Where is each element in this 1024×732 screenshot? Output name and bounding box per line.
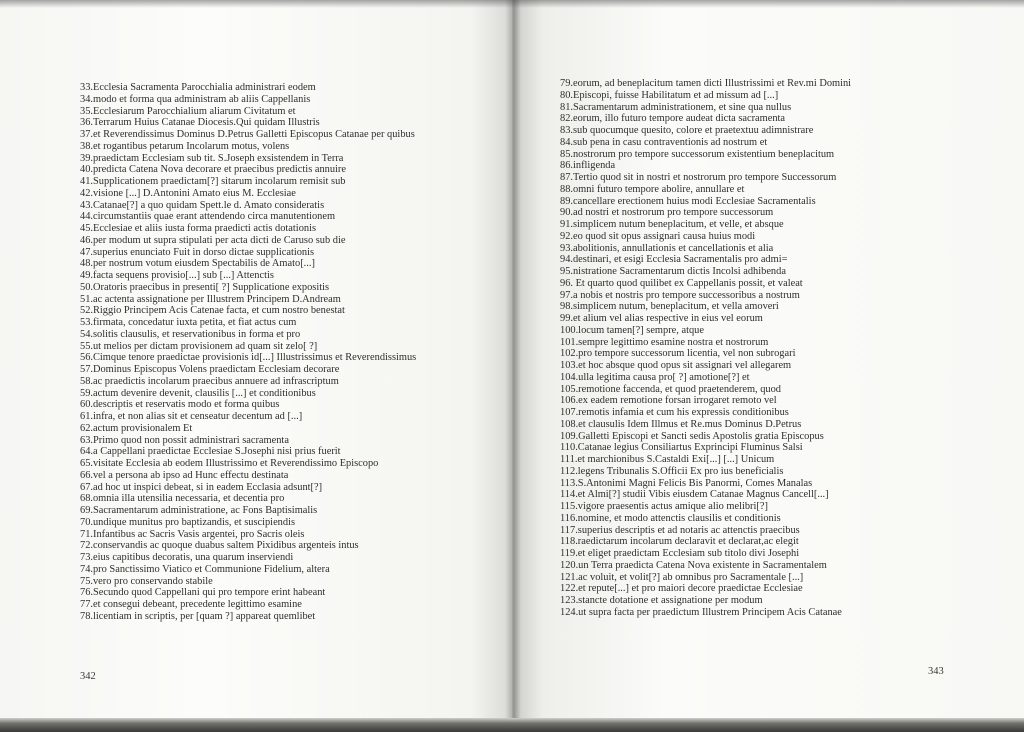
text-line: 77.et consegui debeant, precedente legittimo esamine — [80, 599, 302, 610]
text-line: 71.Infantibus ac Sacris Vasis argentei, pro Sacris oleis — [80, 528, 305, 540]
text-line: 33.Ecclesia Sacramenta Parocchialia administrari eodem — [80, 82, 316, 93]
text-line: 72.conservandis ac quoque duabus saltem Pixidibus argenteis intus — [80, 540, 359, 552]
text-line: 119.et eliget praedictam Ecclesiam sub titolo divi Josephi — [560, 548, 800, 559]
text-line: 124.ut supra facta per praedictum Illustrem Principem Acis Catanae — [560, 606, 842, 618]
text-line: 40.predicta Catena Nova decorare et praecibus predictis annuire — [80, 164, 346, 176]
text-line: 86.infligenda — [560, 160, 616, 172]
text-line: 58.ac praedictis incolarum praecibus annuere ad infrascriptum — [80, 375, 339, 387]
text-line: 116.nomine, et modo attenctis clausilis et conditionis — [560, 512, 781, 524]
text-line: 112.legens Tribunalis S.Officii Ex pro ius beneficialis — [560, 465, 784, 477]
text-line: 83.sub quocumque quesito, colore et praetextuu adimnistrare — [560, 125, 814, 136]
text-line: 39.praedictam Ecclesiam sub tit. S.Joseph exsistendem in Terra — [80, 152, 344, 164]
text-line: 95.nistratione Sacramentarum dictis Incolsi adhibenda — [560, 266, 786, 277]
text-line: 43.Catanae[?] a quo quidam Spett.le d. Amato consideratis — [80, 199, 325, 211]
text-line: 93.abolitionis, annullationis et cancellationis et alia — [560, 242, 774, 254]
text-line: 54.solitis clausulis, et reservationibus in forma et pro — [80, 328, 301, 340]
text-line: 94.destinari, et esigi Ecclesia Sacramentalis pro admi= — [560, 254, 788, 266]
text-line: 69.Sacramentarum administratione, ac Fons Baptisimalis — [80, 505, 318, 516]
left-page-number: 342 — [80, 671, 96, 682]
text-line: 61.infra, et non alias sit et censeatur decentum ad [...] — [80, 411, 303, 422]
text-line: 73.eius capitibus decoratis, una quarum inserviendi — [80, 552, 294, 563]
text-line: 117.superius descriptis et ad notaris ac attenctis praecibus — [560, 524, 800, 536]
text-line: 90.ad nostri et nostrorum pro tempore successorum — [560, 207, 774, 219]
text-line: 101.sempre legittimo esamine nostra et nostrorum — [560, 336, 769, 348]
text-line: 87.Tertio quod sit in nostri et nostrorum pro tempore Successorum — [560, 172, 837, 183]
text-line: 42.visione [...] D.Antonini Amato eius M. Ecclesiae — [80, 187, 296, 199]
text-line: 100.locum tamen[?] sempre, atque — [560, 324, 704, 336]
text-line: 97.a nobis et nostris pro tempore successoribus a nostrum — [560, 289, 800, 301]
text-line: 76.Secundo quod Cappellani qui pro tempore erint habeant — [80, 587, 326, 599]
text-line: 49.facta sequens provisio[...] sub [...] Attenctis — [80, 270, 274, 281]
top-edge-shadow — [0, 0, 1024, 8]
text-line: 41.Supplicationem praedictam[?] sitarum incolarum remisit sub — [80, 176, 346, 187]
text-line: 81.Sacramentarum administrationem, et sine qua nullus — [560, 101, 792, 113]
text-line: 62.actum provisionalem Et — [80, 422, 193, 434]
text-line: 47.superius enunciato Fuit in dorso dictae supplicationis — [80, 246, 315, 258]
text-line: 103.et hoc absque quod opus sit assignari vel allegarem — [560, 360, 792, 371]
text-line: 74.pro Sanctissimo Viatico et Communione Fidelium, altera — [80, 563, 330, 575]
text-line: 48.per nostrum votum eiusdem Spectabilis de Amato[...] — [80, 258, 315, 270]
text-line: 64.a Cappellani praedictae Ecclesiae S.Josephi nisi prius fuerit — [80, 446, 341, 458]
text-line: 68.omnia illa utensilia necessaria, et decentia pro — [80, 493, 285, 505]
text-line: 52.Riggio Principem Acis Catenae facta, et cum nostro benestat — [80, 305, 345, 317]
text-line: 96. Et quarto quod quilibet ex Cappellanis possit, et valeat — [560, 277, 803, 289]
text-line: 79.eorum, ad beneplacitum tamen dicti Illustrissimi et Rev.mi Domini — [560, 78, 852, 89]
text-line: 121.ac voluit, et volit[?] ab omnibus pro Sacramentale [...] — [560, 571, 804, 583]
text-line: 78.licentiam in scriptis, per [quam ?] appareat quemlibet — [80, 610, 316, 622]
text-line: 113.S.Antonimi Magni Felicis Bis Panormi, Comes Manalas — [560, 477, 813, 489]
text-line: 60.descriptis et reservatis modo et forma quibus — [80, 399, 280, 411]
text-line: 34.modo et forma qua administram ab aliis Cappellanis — [80, 93, 311, 105]
text-line: 89.cancellare erectionem huius modi Ecclesiae Sacramentalis — [560, 195, 816, 207]
right-page — [512, 0, 1024, 732]
text-line: 99.et alium vel alias respective in eius vel eorum — [560, 313, 763, 324]
text-line: 80.Episcopi, fuisse Habilitatum et ad missum ad [...] — [560, 89, 779, 101]
text-line: 75.vero pro conservando stabile — [80, 575, 213, 587]
text-line: 109.Galletti Episcopi et Sancti sedis Apostolis gratia Episcopus — [560, 430, 824, 442]
left-page-text — [80, 82, 500, 623]
text-line: 50.Oratoris praecibus in presenti[ ?] Supplicatione expositis — [80, 281, 330, 293]
bottom-page-edge — [0, 718, 1024, 732]
text-line: 59.actum devenire devenit, clausilis [...] et conditionibus — [80, 387, 316, 399]
text-line: 70.undique munitus pro baptizandis, et suscipiendis — [80, 516, 296, 528]
text-line: 82.eorum, illo futuro tempore audeat dicta sacramenta — [560, 113, 786, 125]
text-line: 65.visitate Ecclesia ab eodem Illustrissimo et Reverendissimo Episcopo — [80, 458, 379, 469]
text-line: 114.et Almi[?] studii Vibis eiusdem Catanae Magnus Cancell[...] — [560, 489, 829, 501]
text-line: 122.et repute[...] et pro maiori decore praedictae Ecclesiae — [560, 583, 803, 595]
text-line: 102.pro tempore successorum licentia, vel non subrogari — [560, 348, 796, 360]
text-line: 84.sub pena in casu contraventionis ad nostrum et — [560, 136, 768, 148]
text-line: 66.vel a persona ab ipso ad Hunc effectu destinata — [80, 469, 289, 481]
text-line: 67.ad hoc ut inspici debeat, si in eadem Ecclasia adsunt[?] — [80, 481, 323, 493]
text-line: 36.Terrarum Huius Catanae Diocesis.Qui quidam Illustris — [80, 117, 320, 129]
text-line: 85.nostrorum pro tempore successorum existentium beneplacitum — [560, 148, 835, 160]
right-page-number: 343 — [928, 666, 944, 677]
text-line: 123.stancte dotatione et assignatione per modum — [560, 595, 763, 606]
text-line: 57.Dominus Episcopus Volens praedictam Ecclesiam decorare — [80, 364, 340, 375]
text-line: 120.un Terra praedicta Catena Nova existente in Sacramentalem — [560, 559, 827, 571]
text-line: 111.et marchionibus S.Castaldi Exi[...] [...] Unicum — [560, 454, 775, 465]
text-line: 88.omni futuro tempore abolire, annullare et — [560, 183, 745, 195]
text-line: 55.ut melios per dictam provisionem ad quam sit zelo[ ?] — [80, 340, 318, 352]
text-line: 92.eo quod sit opus assignari causa huius modi — [560, 230, 756, 242]
text-line: 91.simplicem nutum beneplacitum, et velle, et absque — [560, 219, 784, 230]
text-line: 37.et Reverendissimus Dominus D.Petrus Galletti Episcopus Catanae per quibus — [80, 129, 415, 140]
text-line: 115.vigore praesentis actus amique alio melibri[?] — [560, 501, 768, 512]
text-line: 63.Primo quod non possit administrari sacramenta — [80, 434, 289, 446]
text-line: 44.circumstantiis quae erant attendendo circa manutentionem — [80, 211, 336, 223]
text-line: 56.Cimque tenore praedictae provisionis id[...] Illustrissimus et Reverendissimus — [80, 352, 417, 364]
book-gutter — [505, 0, 521, 732]
text-line: 104.ulla legitima causa pro[ ?] amotione[?] et — [560, 371, 750, 383]
text-line: 45.Ecclesiae et aliis iusta forma praedicti actis dotationis — [80, 223, 317, 234]
text-line: 107.remotis infamia et cum his expressis conditionibus — [560, 407, 789, 418]
text-line: 110.Catanae legius Consiliartus Exprincipi Fluminus Salsi — [560, 442, 803, 454]
text-line: 98.simplicem nutum, beneplacitum, et vella amoveri — [560, 301, 779, 313]
text-line: 35.Ecclesiarum Parocchialium aliarum Civitatum et — [80, 105, 296, 117]
text-line: 105.remotione faccenda, et quod praetenderem, quod — [560, 383, 781, 395]
text-line: 108.et clausulis Idem Illmus et Re.mus Dominus D.Petrus — [560, 418, 802, 430]
text-line: 51.ac actenta assignatione per Illustrem Principem D.Andream — [80, 293, 341, 305]
text-line: 118.raedictarum incolarum declaravit et declarat,ac elegit — [560, 536, 799, 548]
right-page-text — [560, 78, 1015, 619]
text-line: 53.firmata, concedatur iuxta petita, et fiat actus cum — [80, 317, 297, 328]
text-line: 38.et rogantibus petarum Incolarum motus, volens — [80, 140, 290, 152]
text-line: 106.ex eadem remotione forsan irrogaret remoto vel — [560, 395, 777, 407]
text-line: 46.per modum ut supra stipulati per acta dicti de Caruso sub die — [80, 234, 346, 246]
